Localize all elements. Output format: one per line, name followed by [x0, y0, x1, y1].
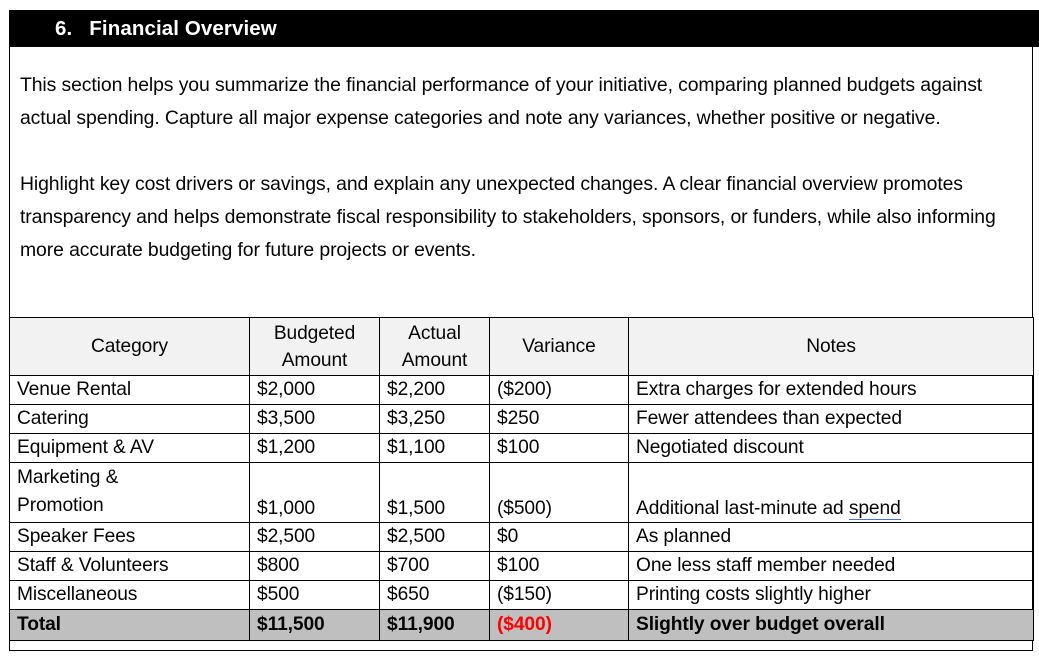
cell-category-line1: Marketing &: [17, 467, 119, 488]
cell-notes: Printing costs slightly higher: [629, 581, 1034, 610]
cell-category-total: Total: [10, 610, 250, 641]
table-row: [10, 552, 1034, 581]
cell-actual: $1,500: [380, 463, 490, 523]
cell-actual: $650: [380, 581, 490, 610]
column-header-actual-line2: Amount: [401, 349, 468, 371]
cell-actual-total: $11,900: [380, 610, 490, 641]
cell-actual: $700: [380, 552, 490, 581]
cell-category: Equipment & AV: [10, 434, 250, 463]
cell-notes: [629, 463, 1034, 523]
section-body-copy: [20, 69, 1020, 267]
cell-budgeted: $1,200: [250, 434, 380, 463]
table-header: [10, 318, 1034, 376]
column-header-budgeted-amount: [250, 318, 380, 376]
cell-budgeted: $500: [250, 581, 380, 610]
table-row: [10, 434, 1034, 463]
column-header-budgeted-line2: Amount: [281, 349, 348, 371]
cell-variance-total: ($400): [490, 610, 629, 641]
column-header-category: Category: [10, 318, 250, 376]
cell-actual: $3,250: [380, 405, 490, 434]
cell-variance: $100: [490, 434, 629, 463]
cell-category: Miscellaneous: [10, 581, 250, 610]
cell-variance: ($150): [490, 581, 629, 610]
table-total-row: [10, 610, 1034, 641]
cell-category-line2: Promotion: [17, 495, 104, 516]
cell-category: Speaker Fees: [10, 523, 250, 552]
cell-notes-total: Slightly over budget overall: [629, 610, 1034, 641]
column-header-notes: Notes: [629, 318, 1034, 376]
cell-actual: $2,200: [380, 376, 490, 405]
cell-budgeted: $2,000: [250, 376, 380, 405]
section-content-box: [9, 47, 1033, 651]
cell-actual: $1,100: [380, 434, 490, 463]
cell-budgeted: $1,000: [250, 463, 380, 523]
cell-notes: One less staff member needed: [629, 552, 1034, 581]
cell-variance: $0: [490, 523, 629, 552]
cell-budgeted: $800: [250, 552, 380, 581]
table-row: [10, 581, 1034, 610]
cell-budgeted: $3,500: [250, 405, 380, 434]
cell-variance: $250: [490, 405, 629, 434]
column-header-variance: Variance: [490, 318, 629, 376]
cell-notes: Fewer attendees than expected: [629, 405, 1034, 434]
section-title: Financial Overview: [89, 16, 277, 40]
column-header-budgeted-line1: Budgeted: [273, 322, 356, 344]
table-row: [10, 376, 1034, 405]
cell-notes: As planned: [629, 523, 1034, 552]
table-row: [10, 463, 1034, 523]
body-paragraph-1: This section helps you summarize the financial performance of your initiative, comparing planned budgets against actual spending. Capture all major expense categories and note any variances, whether positive or negative.: [20, 74, 983, 129]
table-header-row: [10, 318, 1034, 376]
cell-budgeted-total: $11,500: [250, 610, 380, 641]
cell-category: Catering: [10, 405, 250, 434]
section-header-banner: [9, 10, 1039, 47]
table-body: [10, 376, 1034, 641]
section-number: 6.: [55, 16, 73, 40]
cell-variance: ($500): [490, 463, 629, 523]
cell-budgeted: $2,500: [250, 523, 380, 552]
cell-notes-text: Additional last-minute ad: [636, 498, 849, 519]
cell-category: [10, 463, 250, 523]
column-header-actual-amount: [380, 318, 490, 376]
cell-variance: $100: [490, 552, 629, 581]
table-row: [10, 405, 1034, 434]
grammar-flagged-word[interactable]: spend: [848, 498, 901, 519]
table-row: [10, 523, 1034, 552]
cell-actual: $2,500: [380, 523, 490, 552]
cell-variance: ($200): [490, 376, 629, 405]
cell-notes: Extra charges for extended hours: [629, 376, 1034, 405]
cell-category: Venue Rental: [10, 376, 250, 405]
financial-overview-table: [9, 317, 1034, 641]
column-header-actual-line1: Actual: [408, 322, 461, 344]
body-paragraph-2: Highlight key cost drivers or savings, and explain any unexpected changes. A clear financial overview promotes transparency and helps demonstrate fiscal responsibility to stakeholders, sponsors, or funders, while also informing more accurate budgeting for future projects or events.: [20, 173, 996, 261]
cell-category: Staff & Volunteers: [10, 552, 250, 581]
cell-notes: Negotiated discount: [629, 434, 1034, 463]
